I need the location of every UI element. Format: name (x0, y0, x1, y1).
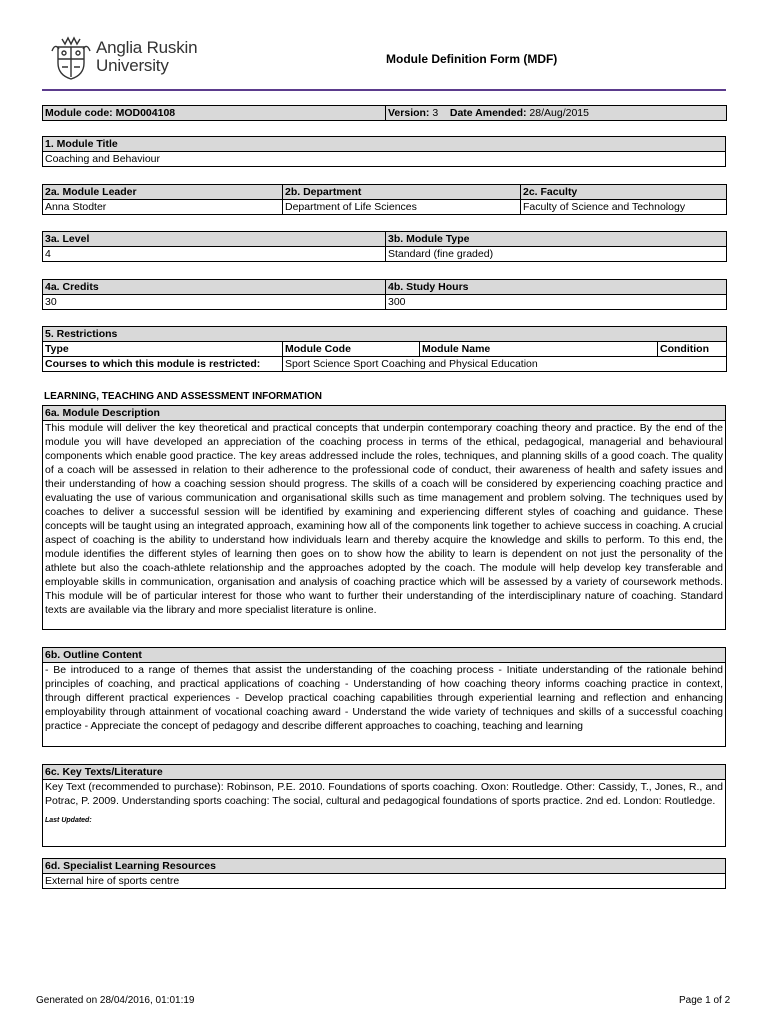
learning-resources-table (42, 858, 726, 889)
level-table (42, 231, 727, 262)
university-logo (50, 33, 210, 83)
module-description-heading: 6a. Module Description (43, 406, 726, 421)
leader-table (42, 184, 727, 215)
module-type-value: Standard (fine graded) (386, 247, 727, 262)
restrictions-col-name: Module Name (420, 342, 658, 357)
learning-resources-value: External hire of sports centre (43, 874, 726, 889)
study-hours-value: 300 (386, 295, 727, 310)
lta-heading: LEARNING, TEACHING AND ASSESSMENT INFORMATION (44, 391, 322, 402)
date-amended-label: Date Amended: (449, 107, 527, 119)
module-type-heading: 3b. Module Type (386, 232, 727, 247)
logo-line-1: Anglia Ruskin (96, 38, 198, 57)
credits-table (42, 279, 727, 310)
level-value: 4 (43, 247, 386, 262)
version-cell (386, 106, 727, 121)
outline-content-table (42, 647, 726, 747)
restrictions-table (42, 326, 727, 372)
form-title: Module Definition Form (MDF) (386, 52, 558, 66)
logo-line-2: University (96, 56, 169, 75)
department-value: Department of Life Sciences (283, 200, 521, 215)
module-code-table (42, 105, 727, 121)
restrictions-col-condition: Condition (658, 342, 727, 357)
module-title-heading: 1. Module Title (43, 137, 726, 152)
page-number: Page 1 of 2 (679, 995, 731, 1006)
level-heading: 3a. Level (43, 232, 386, 247)
outline-content-heading: 6b. Outline Content (43, 648, 726, 663)
module-description-table (42, 405, 726, 630)
faculty-value: Faculty of Science and Technology (521, 200, 727, 215)
restrictions-row-value: Sport Science Sport Coaching and Physical Education (283, 357, 727, 372)
version-label: Version: (388, 107, 430, 119)
module-code-cell: Module code: MOD004108 (43, 106, 386, 121)
module-description-text: This module will deliver the key theoretical and practical concepts that underpin contemporary coaching theory and practice. By the end of the module you will have developed an appreciation of the coaching process in terms of the ethical, pedagogical, managerial and behavioural components which enable good practice. The key areas addressed include the roles, techniques, and planning skills of a good coach. The quality of a coach will be assessed in relation to their adherence to the professional code of conduct, their awareness of health and safety issues and their understanding of how a coaching session should progress. The skills of a coach will be considered by experiencing coaching practice and evaluating the use of various communication and organisational skills such as time management and problem solving. The techniques used by coaches to deliver a successful session will be identified by examining and experiencing different styles of coaching and guidance. These concepts will be taught using an integrated approach, examining how all of the components link together to achieve success in coaching. A crucial aspect of coaching is the ability to understand how individuals learn and thereby acquire the knowledge and skills to perform. To this end, the module identifies the different styles of learning then goes on to show how the ability to learn is dependent on not just the personality of the athlete but also the coach-athlete relationship and the approaches adopted by the coach. The module will help develop key transferable and employable skills in communication, organisation and analysis of coaching practice which will be assessed by a variety of coursework methods. This module will be of particular interest for those who want to further their understanding of the interdisciplinary nature of coaching. Standard texts are available via the library and more specialist literature is online. (43, 421, 726, 630)
faculty-heading: 2c. Faculty (521, 185, 727, 200)
date-amended-value: 28/Aug/2015 (529, 107, 589, 119)
version-value: 3 (432, 107, 439, 119)
restrictions-col-type: Type (43, 342, 283, 357)
key-texts-cell (43, 780, 726, 847)
key-texts-table (42, 764, 726, 847)
learning-resources-heading: 6d. Specialist Learning Resources (43, 859, 726, 874)
credits-heading: 4a. Credits (43, 280, 386, 295)
department-heading: 2b. Department (283, 185, 521, 200)
module-title-value: Coaching and Behaviour (43, 152, 726, 167)
restrictions-heading: 5. Restrictions (43, 327, 727, 342)
restrictions-col-code: Module Code (283, 342, 420, 357)
generated-timestamp: Generated on 28/04/2016, 01:01:19 (36, 995, 195, 1006)
module-title-table (42, 136, 726, 167)
header-divider (42, 89, 726, 91)
credits-value: 30 (43, 295, 386, 310)
module-leader-heading: 2a. Module Leader (43, 185, 283, 200)
key-texts-text: Key Text (recommended to purchase): Robinson, P.E. 2010. Foundations of sports coaching. Oxon: Routledge. Other: Cassidy, T., Jones, R., and Potrac, P. 2009. Understanding sports coaching: The social, cultural and pedagogical foundations of sports practice. 2nd ed. London: Routledge. (45, 781, 723, 807)
crest-icon (50, 33, 92, 81)
outline-content-text: - Be introduced to a range of themes that assist the understanding of the coaching process - Initiate understanding of the rationale behind principles of coaching, and practical applications of coaching - Understanding of how coaching theory informs coaching practice in context, through different practical experiences - Develop practical coaching capabilities through experiential learning and reflection and enhancing employability through attainment of vocational coaching award - Understand the wide variety of techniques and skills of a successful coaching practice - Appreciate the concept of pedagogy and describe different approaches to coaching, teaching and learning (43, 663, 726, 747)
study-hours-heading: 4b. Study Hours (386, 280, 727, 295)
module-leader-value: Anna Stodter (43, 200, 283, 215)
last-updated-label: Last Updated: (45, 817, 92, 824)
logo-wordmark (96, 39, 197, 75)
restrictions-row-label: Courses to which this module is restricted: (43, 357, 283, 372)
key-texts-heading: 6c. Key Texts/Literature (43, 765, 726, 780)
